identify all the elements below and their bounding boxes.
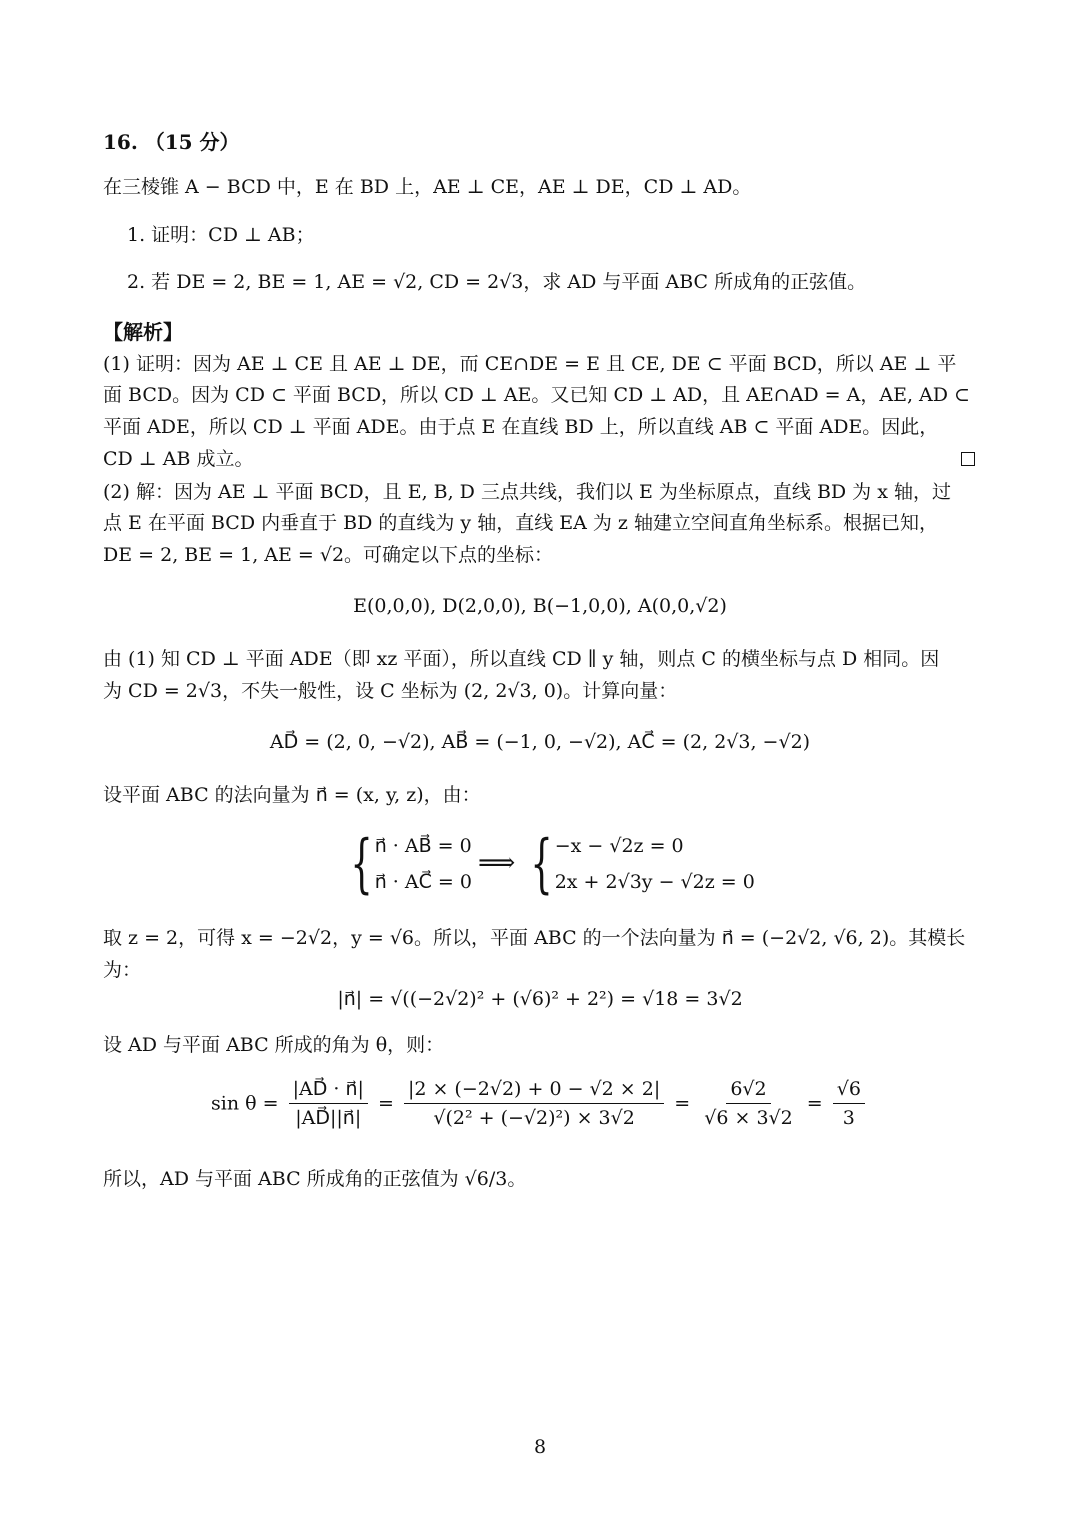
normal-vector-intro: 设平面 ABC 的法向量为 n⃗ = (x, y, z)，由： bbox=[103, 784, 481, 806]
sine-formula bbox=[0, 1078, 1080, 1129]
fraction-4-denominator: 3 bbox=[842, 1107, 855, 1129]
conclusion: 所以，AD 与平面 ABC 所成角的正弦值为 √6/3。 bbox=[103, 1168, 527, 1190]
fraction-1 bbox=[289, 1078, 368, 1129]
part1-line2: 面 BCD。因为 CD ⊂ 平面 BCD，所以 CD ⊥ AE。又已知 CD ⊥ AD，且 AE∩AD = A，AE, AD ⊂ bbox=[103, 384, 970, 406]
part2-line2: 点 E 在平面 BCD 内垂直于 BD 的直线为 y 轴，直线 EA 为 z 轴建立空间直角坐标系。根据已知， bbox=[103, 512, 938, 534]
angle-intro: 设 AD 与平面 ABC 所成的角为 θ，则： bbox=[103, 1034, 445, 1056]
system-right bbox=[512, 828, 755, 900]
equals-sign: = bbox=[377, 1092, 394, 1115]
fraction-3-numerator: 6√2 bbox=[726, 1078, 770, 1104]
left-brace-icon: { bbox=[350, 827, 373, 901]
part2-line1: (2) 解：因为 AE ⊥ 平面 BCD，且 E, B, D 三点共线，我们以 E 为坐标原点，直线 BD 为 x 轴，过 bbox=[103, 481, 951, 503]
page-number: 8 bbox=[533, 1436, 547, 1458]
qed-box-icon bbox=[961, 452, 975, 466]
solution-title: 【解析】 bbox=[103, 320, 183, 344]
system-left-row-1: n⃗ · AB⃗ = 0 bbox=[374, 835, 472, 857]
fraction-2-denominator: √(2² + (−√2)²) × 3√2 bbox=[433, 1107, 635, 1129]
equals-sign: = bbox=[674, 1092, 691, 1115]
system-left-row-2: n⃗ · AC⃗ = 0 bbox=[374, 871, 472, 893]
fraction-4 bbox=[833, 1078, 865, 1129]
system-right-row-2: 2x + 2√3y − √2z = 0 bbox=[554, 871, 755, 893]
implies-arrow: ⟹ bbox=[478, 848, 516, 878]
question-2: 2. 若 DE = 2, BE = 1, AE = √2, CD = 2√3，求 AD 与平面 ABC 所成角的正弦值。 bbox=[127, 271, 867, 293]
point-coordinates: E(0,0,0), D(2,0,0), B(−1,0,0), A(0,0,√2) bbox=[353, 595, 727, 617]
equals-sign: = bbox=[806, 1092, 823, 1115]
part2-line3: DE = 2, BE = 1, AE = √2。可确定以下点的坐标： bbox=[103, 544, 554, 566]
fraction-4-numerator: √6 bbox=[833, 1078, 865, 1104]
part3-line1: 由 (1) 知 CD ⊥ 平面 ADE（即 xz 平面），所以直线 CD ∥ y 轴，则点 C 的横坐标与点 D 相同。因 bbox=[103, 648, 940, 670]
normal-magnitude: |n⃗| = √((−2√2)² + (√6)² + 2²) = √18 = 3√2 bbox=[337, 988, 743, 1010]
system-right-row-1: −x − √2z = 0 bbox=[554, 835, 684, 857]
fraction-3-denominator: √6 × 3√2 bbox=[704, 1107, 793, 1129]
fraction-3 bbox=[700, 1078, 796, 1129]
part3-line2: 为 CD = 2√3，不失一般性，设 C 坐标为 (2, 2√3, 0)。计算向量： bbox=[103, 680, 678, 702]
problem-header: 16. （15 分） bbox=[103, 130, 240, 154]
fraction-1-numerator: |AD⃗ · n⃗| bbox=[289, 1078, 368, 1104]
fraction-2 bbox=[404, 1078, 664, 1129]
part1-line4: CD ⊥ AB 成立。 bbox=[103, 448, 254, 470]
fraction-1-denominator: |AD⃗||n⃗| bbox=[295, 1107, 362, 1129]
fraction-2-numerator: |2 × (−2√2) + 0 − √2 × 2| bbox=[404, 1078, 664, 1104]
part5-line2: 为： bbox=[103, 959, 142, 981]
system-left bbox=[332, 828, 472, 900]
part5-line1: 取 z = 2，可得 x = −2√2，y = √6。所以，平面 ABC 的一个法向量为 n⃗ = (−2√2, √6, 2)。其模长 bbox=[103, 927, 966, 949]
part1-line3: 平面 ADE，所以 CD ⊥ 平面 ADE。由于点 E 在直线 BD 上，所以直线 AB ⊂ 平面 ADE。因此， bbox=[103, 416, 939, 438]
problem-stem: 在三棱锥 A − BCD 中，E 在 BD 上，AE ⊥ CE，AE ⊥ DE，CD ⊥ AD。 bbox=[103, 176, 752, 198]
question-1: 1. 证明：CD ⊥ AB； bbox=[127, 224, 315, 246]
sine-lhs: sin θ = bbox=[211, 1092, 279, 1115]
vector-list: AD⃗ = (2, 0, −√2), AB⃗ = (−1, 0, −√2), AC⃗ = (2, 2√3, −√2) bbox=[269, 731, 811, 753]
right-system-brace-icon: { bbox=[530, 827, 553, 901]
part1-line1: (1) 证明：因为 AE ⊥ CE 且 AE ⊥ DE，而 CE∩DE = E 且 CE, DE ⊂ 平面 BCD，所以 AE ⊥ 平 bbox=[103, 353, 957, 375]
